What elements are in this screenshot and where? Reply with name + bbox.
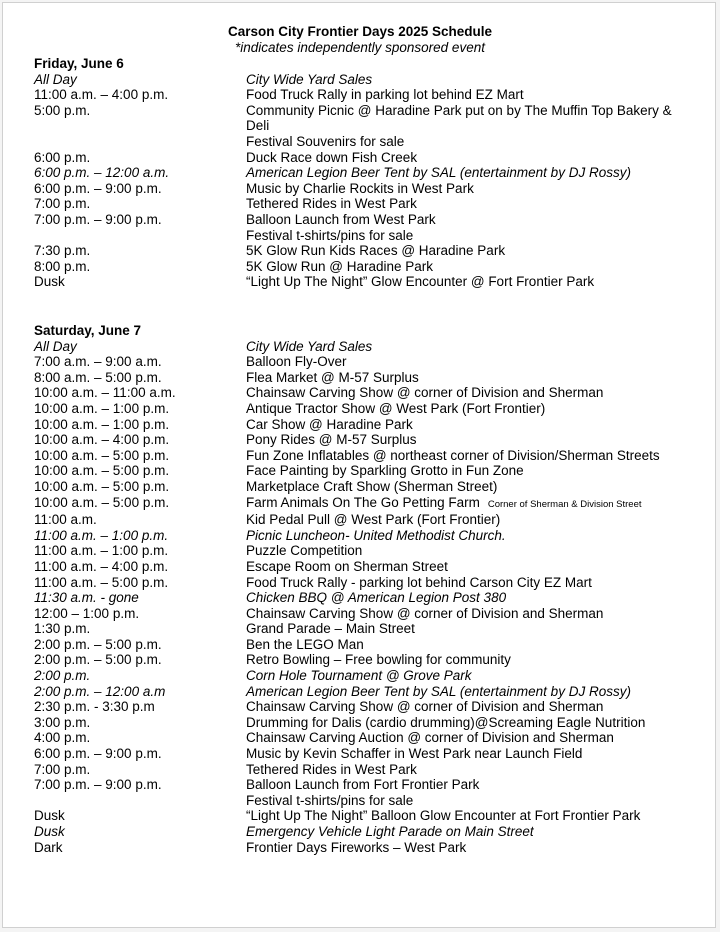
event-description [246,543,694,559]
schedule-row [34,684,694,700]
event-time: 6:00 p.m. – 9:00 p.m. [34,180,162,196]
event-description [246,699,694,715]
event-text: Chainsaw Carving Show @ corner of Division and Sherman [246,699,604,715]
schedule-row [34,385,694,401]
event-time: 5:00 p.m. [34,102,91,118]
event-time: 2:00 p.m. – 5:00 p.m. [34,652,162,668]
schedule-row [34,103,694,134]
schedule-row [34,528,694,544]
schedule-row [34,87,694,103]
event-text: Festival Souvenirs for sale [246,133,405,149]
event-description [246,385,694,401]
event-time: 7:00 p.m. [34,196,91,212]
schedule-row [34,793,694,809]
schedule-row [34,840,694,856]
event-time: 6:00 p.m. – 12:00 a.m. [34,165,170,181]
schedule-row [34,165,694,181]
event-text: City Wide Yard Sales [246,71,373,87]
event-text: Drumming for Dalis (cardio drumming)@Screaming Eagle Nutrition [246,714,646,730]
schedule-row [34,559,694,575]
event-text: 5K Glow Run @ Haradine Park [246,258,434,274]
event-time: 7:00 p.m. [34,761,91,777]
event-time: 11:00 a.m. – 5:00 p.m. [34,574,169,590]
event-time: 11:00 a.m. – 1:00 p.m. [34,527,169,543]
event-time: Dusk [34,274,65,290]
schedule-row [34,212,694,228]
schedule-row [34,575,694,591]
event-time: 7:00 p.m. – 9:00 p.m. [34,211,162,227]
event-text: Chainsaw Carving Show @ corner of Division and Sherman [246,385,604,401]
friday-schedule [34,56,694,290]
schedule-row [34,259,694,275]
schedule-row [34,824,694,840]
schedule-row [34,621,694,637]
event-time: 10:00 a.m. – 4:00 p.m. [34,432,170,448]
event-time: 2:00 p.m. – 12:00 a.m [34,683,166,699]
event-description [246,370,694,386]
event-text: Chainsaw Carving Show @ corner of Division and Sherman [246,605,604,621]
event-text: Emergency Vehicle Light Parade on Main Street [246,824,534,839]
event-description [246,243,694,259]
event-description [246,417,694,433]
day-heading: Friday, June 6 [34,56,124,71]
event-text: Fun Zone Inflatables @ northeast corner of Division/Sherman Streets [246,447,660,463]
event-text: Festival t-shirts/pins for sale [246,227,414,243]
day-heading: Saturday, June 7 [34,323,142,338]
event-description [246,746,694,762]
event-description [246,715,694,731]
event-text: American Legion Beer Tent by SAL (entertainment by DJ Rossy) [246,165,631,181]
event-time: 10:00 a.m. – 11:00 a.m. [34,385,176,401]
schedule-row [34,668,694,684]
event-description [246,559,694,575]
schedule-row [34,432,694,448]
event-text: Festival t-shirts/pins for sale [246,792,414,808]
event-description [246,840,694,856]
event-text: Music by Charlie Rockits in West Park [246,180,474,196]
event-time: 12:00 – 1:00 p.m. [34,605,140,621]
event-text: Car Show @ Haradine Park [246,416,413,432]
event-time: 2:00 p.m. – 5:00 p.m. [34,636,162,652]
schedule-row [34,72,694,88]
event-time: 7:00 a.m. – 9:00 a.m. [34,354,162,370]
schedule-row [34,699,694,715]
event-time: 7:00 p.m. – 9:00 p.m. [34,777,162,793]
event-time: 11:00 a.m. – 1:00 p.m. [34,543,169,559]
event-description [246,87,694,103]
event-text: Balloon Launch from West Park [246,211,436,227]
schedule-row [34,417,694,433]
event-time: 1:30 p.m. [34,621,91,637]
schedule-row [34,512,694,528]
event-time: 10:00 a.m. – 1:00 p.m. [34,400,170,416]
event-text: Face Painting by Sparkling Grotto in Fun Zone [246,463,524,479]
schedule-row [34,808,694,824]
event-description [246,479,694,495]
schedule-row [34,134,694,150]
schedule-row [34,730,694,746]
event-text: Grand Parade – Main Street [246,621,415,637]
event-text: City Wide Yard Sales [246,338,373,354]
event-description [246,196,694,212]
event-text: Tethered Rides in West Park [246,761,417,777]
event-description [246,512,694,528]
event-text: Food Truck Rally in parking lot behind EZ Mart [246,87,524,103]
event-time: 10:00 a.m. – 5:00 p.m. [34,447,170,463]
event-text: Chainsaw Carving Auction @ corner of Division and Sherman [246,730,614,746]
event-text: Marketplace Craft Show (Sherman Street) [246,478,498,494]
schedule-row [34,150,694,166]
event-description [246,228,694,244]
event-description [246,401,694,417]
event-time: 6:00 p.m. [34,149,91,165]
event-description [246,448,694,464]
event-time: 3:00 p.m. [34,714,91,730]
schedule-row [34,495,694,513]
event-description [246,274,694,290]
event-time: 7:30 p.m. [34,243,91,259]
event-description [246,652,694,668]
event-time: All Day [34,338,77,354]
event-text: “Light Up The Night” Balloon Glow Encounter at Fort Frontier Park [246,808,641,824]
event-description [246,730,694,746]
schedule-row [34,228,694,244]
event-text: Farm Animals On The Go Petting Farm [246,494,480,510]
event-description [246,777,694,793]
event-time: 11:00 a.m. – 4:00 p.m. [34,558,169,574]
event-text: Balloon Launch from Fort Frontier Park [246,777,480,793]
event-description [246,590,694,606]
event-text: Food Truck Rally - parking lot behind Carson City EZ Mart [246,574,592,590]
event-description [246,793,694,809]
document-subtitle: *indicates independently sponsored event [235,40,485,55]
event-time: 11:00 a.m. [34,512,97,528]
event-text: Flea Market @ M-57 Surplus [246,369,419,385]
event-description [246,354,694,370]
schedule-row [34,354,694,370]
event-time: 11:00 a.m. – 4:00 p.m. [34,87,169,103]
event-text: Puzzle Competition [246,543,363,559]
schedule-row [34,637,694,653]
schedule-row [34,181,694,197]
event-description [246,637,694,653]
schedule-row [34,715,694,731]
schedule-row [34,448,694,464]
schedule-row [34,196,694,212]
event-time: Dusk [34,824,65,839]
event-time: 11:30 a.m. - gone [34,590,139,606]
event-description [246,668,694,684]
event-text: Antique Tractor Show @ West Park (Fort Frontier) [246,400,546,416]
event-time: Dusk [34,808,65,824]
event-time: 8:00 p.m. [34,258,91,274]
event-text: Community Picnic @ Haradine Park put on by The Muffin Top Bakery & Deli [246,102,672,134]
event-text: Ben the LEGO Man [246,636,364,652]
schedule-row [34,590,694,606]
event-text: Chicken BBQ @ American Legion Post 380 [246,590,507,606]
schedule-row [34,463,694,479]
schedule-row [34,652,694,668]
event-time: 10:00 a.m. – 5:00 p.m. [34,463,170,479]
event-description [246,808,694,824]
event-time [34,793,246,809]
document-title: Carson City Frontier Days 2025 Schedule [227,24,493,39]
event-text: Balloon Fly-Over [246,354,347,370]
event-description [246,621,694,637]
event-time: 10:00 a.m. – 1:00 p.m. [34,416,170,432]
event-description [246,495,694,513]
event-description [246,528,694,544]
event-description [246,165,694,181]
schedule-row [34,746,694,762]
event-text: Corn Hole Tournament @ Grove Park [246,668,472,684]
schedule-row [34,370,694,386]
event-description [246,134,694,150]
event-text: Picnic Luncheon- United Methodist Church. [246,527,506,543]
event-description [246,259,694,275]
event-description [246,150,694,166]
event-time: 10:00 a.m. – 5:00 p.m. [34,478,170,494]
event-time: 6:00 p.m. – 9:00 p.m. [34,746,162,762]
schedule-row [34,339,694,355]
schedule-row [34,401,694,417]
event-text: “Light Up The Night” Glow Encounter @ Fort Frontier Park [246,274,595,290]
event-description [246,463,694,479]
schedule-row [34,479,694,495]
event-text: Kid Pedal Pull @ West Park (Fort Frontier) [246,512,501,528]
event-description [246,181,694,197]
event-text: Music by Kevin Schaffer in West Park near Launch Field [246,746,583,762]
event-description [246,339,694,355]
event-text: Tethered Rides in West Park [246,196,417,212]
event-text: Duck Race down Fish Creek [246,149,418,165]
event-description [246,103,694,134]
event-time: All Day [34,71,77,87]
event-text: Escape Room on Sherman Street [246,558,448,574]
schedule-row [34,777,694,793]
event-time: Dark [34,839,63,855]
event-location-note: Corner of Sherman & Division Street [487,498,642,510]
event-description [246,432,694,448]
event-description [246,684,694,700]
event-time: 4:00 p.m. [34,730,91,746]
event-time [34,134,246,150]
schedule-row [34,243,694,259]
event-text: Frontier Days Fireworks – West Park [246,839,467,855]
event-text: American Legion Beer Tent by SAL (entertainment by DJ Rossy) [246,683,631,699]
event-time: 2:00 p.m. [34,668,91,684]
schedule-row [34,543,694,559]
event-description [246,212,694,228]
event-description [246,762,694,778]
event-time: 2:30 p.m. - 3:30 p.m [34,699,155,715]
event-text: Retro Bowling – Free bowling for community [246,652,511,668]
schedule-row [34,762,694,778]
event-description [246,72,694,88]
event-description [246,575,694,591]
event-text: 5K Glow Run Kids Races @ Haradine Park [246,243,506,259]
schedule-row [34,606,694,622]
saturday-schedule [34,323,694,855]
event-time: 10:00 a.m. – 5:00 p.m. [34,494,170,510]
event-time [34,228,246,244]
schedule-row [34,274,694,290]
event-description [246,606,694,622]
event-time: 8:00 a.m. – 5:00 p.m. [34,369,162,385]
event-text: Pony Rides @ M-57 Surplus [246,432,417,448]
event-description [246,824,694,840]
